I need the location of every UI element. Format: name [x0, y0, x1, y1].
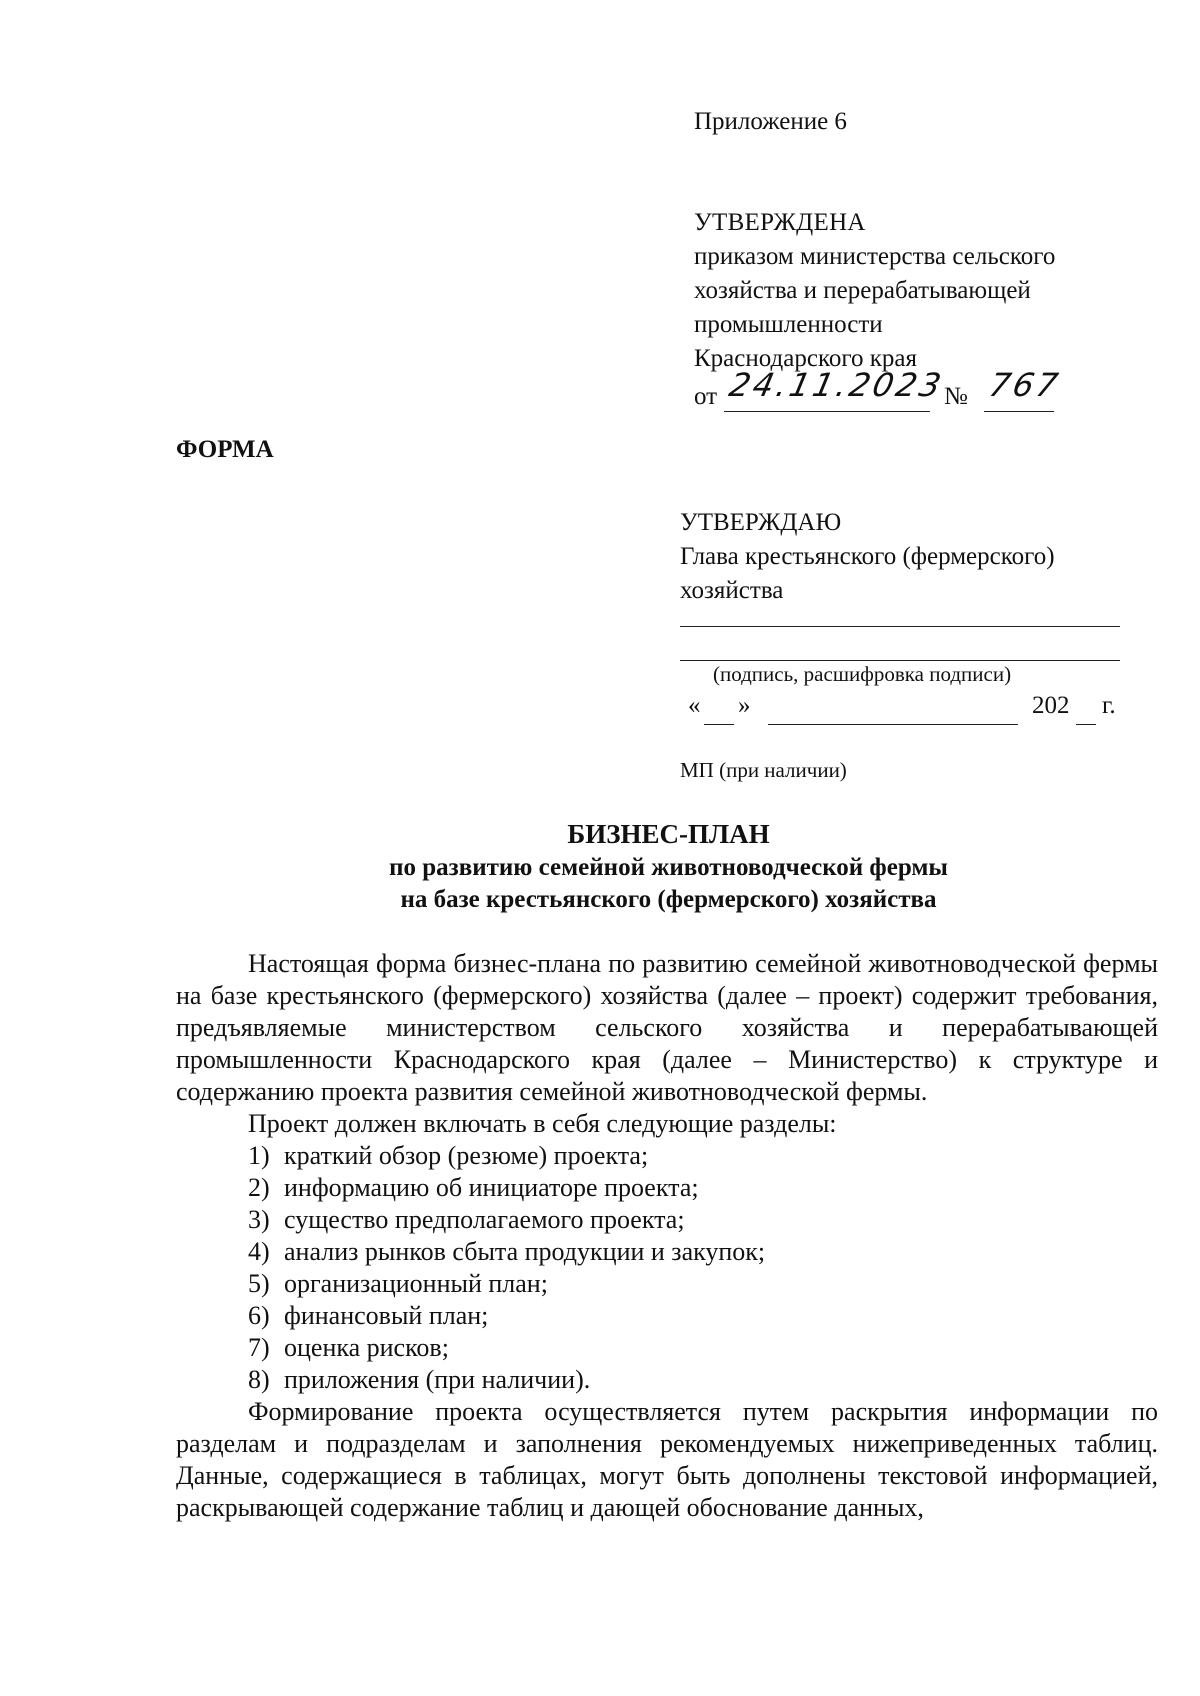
approve-block [680, 506, 1140, 608]
list-item-number: 5) [248, 1269, 270, 1298]
list-item [176, 1268, 1158, 1300]
intro-paragraph: Настоящая форма бизнес-плана по развитию семейной животноводческой фермы на базе крестьянского (фермерского) хозяйства (далее – проект) содержит требования, предъявляемые министерством сельского хозяйства и перерабатывающей промышленности Краснодарского края (далее – Министерство) к структуре и содержанию проекта развития семейной животноводческой фермы. [176, 949, 1158, 1106]
signature-line-1 [680, 626, 1120, 627]
sections-list [176, 1140, 1158, 1396]
date-open-quote: « [688, 692, 701, 719]
sections-intro: Проект должен включать в себя следующие разделы: [248, 1109, 837, 1138]
month-underline [768, 724, 1018, 725]
order-number: 767 [985, 366, 1065, 404]
appendix-label: Приложение 6 [694, 108, 847, 135]
list-item-number: 8) [248, 1365, 270, 1394]
year-suffix: г. [1102, 692, 1116, 719]
approval-date-row [688, 692, 1148, 732]
order-number-label: № [944, 383, 968, 410]
day-underline [704, 724, 734, 725]
approved-stamp: УТВЕРЖДЕНА [694, 209, 866, 236]
approval-block [694, 206, 1134, 416]
list-item [176, 1140, 1158, 1172]
order-date: 24.11.2023 [725, 366, 948, 404]
list-item [176, 1236, 1158, 1268]
list-item [176, 1332, 1158, 1364]
seal-note: МП (при наличии) [680, 758, 847, 782]
list-item-text: оценка рисков; [284, 1333, 449, 1362]
list-item [176, 1364, 1158, 1396]
title-block [176, 816, 1161, 916]
list-item-number: 3) [248, 1205, 270, 1234]
order-line [694, 366, 1134, 416]
list-item-number: 4) [248, 1237, 270, 1266]
list-item-text: финансовый план; [284, 1301, 489, 1330]
approved-by-line-1: приказом министерства сельского [694, 243, 1056, 270]
list-item-number: 2) [248, 1173, 270, 1202]
list-item-number: 1) [248, 1141, 270, 1170]
body-text [176, 948, 1158, 1524]
list-item-text: существо предполагаемого проекта; [284, 1205, 685, 1234]
list-item [176, 1300, 1158, 1332]
order-date-underline [724, 411, 930, 412]
list-item-text: анализ рынков сбыта продукции и закупок; [284, 1237, 766, 1266]
document-title: БИЗНЕС-ПЛАН [567, 819, 770, 849]
date-close-quote: » [738, 692, 751, 719]
form-label: ФОРМА [176, 436, 274, 463]
list-item [176, 1172, 1158, 1204]
year-underline [1076, 724, 1096, 725]
approve-stamp: УТВЕРЖДАЮ [680, 509, 842, 536]
order-number-underline [984, 411, 1054, 412]
signature-line-2 [680, 660, 1120, 661]
approved-by-line-3: промышленности [694, 311, 883, 338]
signature-caption: (подпись, расшифровка подписи) [713, 662, 1012, 686]
list-item-text: приложения (при наличии). [284, 1365, 591, 1394]
document-subtitle-line-1: по развитию семейной животноводческой фермы [389, 854, 948, 881]
formation-paragraph: Формирование проекта осуществляется путем раскрытия информации по разделам и подразделам и заполнения рекомендуемых нижеприведенных таблиц. Данные, содержащиеся в таблицах, могут быть дополнены текстовой информацией, раскрывающей содержание таблиц и дающей обоснование данных, [176, 1397, 1158, 1522]
approver-position-line-2: хозяйства [680, 577, 784, 604]
approved-by-line-2: хозяйства и перерабатывающей [694, 277, 1031, 304]
approved-by-line-4: Краснодарского края [694, 345, 917, 372]
list-item-number: 7) [248, 1333, 270, 1362]
approver-position-line-1: Глава крестьянского (фермерского) [680, 543, 1055, 570]
list-item-number: 6) [248, 1301, 270, 1330]
list-item-text: информацию об инициаторе проекта; [284, 1173, 699, 1202]
document-subtitle-line-2: на базе крестьянского (фермерского) хозяйства [400, 886, 937, 913]
order-from-label: от [694, 383, 718, 410]
year-prefix: 202 [1032, 692, 1070, 719]
list-item-text: организационный план; [284, 1269, 548, 1298]
list-item [176, 1204, 1158, 1236]
list-item-text: краткий обзор (резюме) проекта; [284, 1141, 649, 1170]
